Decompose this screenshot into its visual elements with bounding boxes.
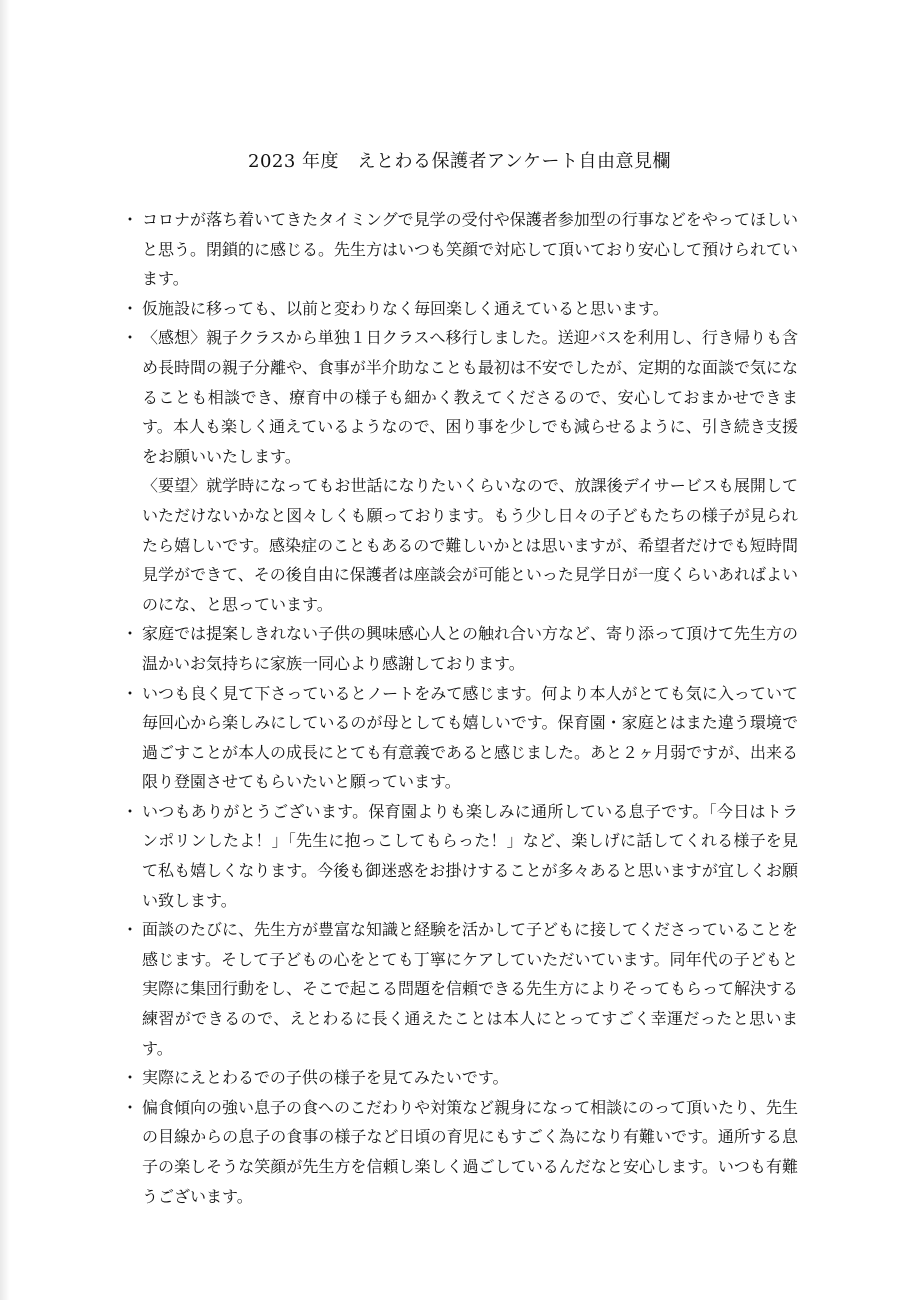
bullet-mark: ・ [122, 1068, 139, 1088]
bullet-mark: ・ [122, 1097, 139, 1117]
comment-paragraph: いつも良く見て下さっているとノートをみて感じます。何より本人がとても気に入っていて毎回心から楽しみにしているのが母としても嬉しいです。保育園・家庭とはまた違う環境で過ごすことが本人の成長にとても有意義であると感じました。あと２ヶ月弱ですが、出来る限り登園させてもらいたいと願っています。 [142, 683, 799, 792]
bullet-mark: ・ [122, 298, 139, 318]
comment-paragraph: 〈感想〉親子クラスから単独１日クラスへ移行しました。送迎バスを利用し、行き帰りも含め長時間の親子分離や、食事が半介助なことも最初は不安でしたが、定期的な面談で気になることも相談でき、療育中の様子も細かく教えてくださるので、安心しておまかせできます。本人も楽しく通えているようなので、困り事を少しでも減らせるように、引き続き支援をお願いいたします。 [142, 328, 798, 466]
comment-paragraph: 偏食傾向の強い息子の食へのこだわりや対策など親身になって相談にのって頂いたり、先生の目線からの息子の食事の様子など日頃の育児にもすごく為になり有難いです。通所する息子の楽しそうな笑顔が先生方を信頼し楽しく過ごしているんだなと安心します。いつも有難うございます。 [142, 1097, 798, 1206]
bullet-mark: ・ [122, 624, 139, 644]
bullet-mark: ・ [122, 920, 139, 940]
comment-item [120, 323, 798, 619]
comment-item [120, 1093, 798, 1211]
comment-item [120, 797, 798, 915]
scan-edge-shadow [0, 0, 10, 1300]
comment-item [120, 1063, 798, 1093]
comment-item [120, 294, 798, 324]
comment-paragraph: 〈要望〉就学時になってもお世話になりたいくらいなので、放課後デイサービスも展開していただけないかなと図々しくも願っております。もう少し日々の子どもたちの様子が見られたら嬉しいです。感染症のこともあるので難しいかとは思いますが、希望者だけでも短時間見学ができて、その後自由に保護者は座談会が可能といった見学日が一度くらいあればよいのにな、と思っています。 [142, 476, 798, 614]
comment-item [120, 679, 798, 797]
comment-item [120, 205, 798, 294]
bullet-mark: ・ [122, 801, 139, 821]
comment-paragraph: コロナが落ち着いてきたタイミングで見学の受付や保護者参加型の行事などをやってほしいと思う。閉鎖的に感じる。先生方はいつも笑顔で対応して頂いており安心して預けられています。 [142, 210, 799, 289]
comment-paragraph: 面談のたびに、先生方が豊富な知識と経験を活かして子どもに接してくださっていることを感じます。そして子どもの心をとても丁寧にケアしていただいています。同年代の子どもと実際に集団行動をし、そこで起こる問題を信頼できる先生方によりそってもらって解決する練習ができるので、えとわるに長く通えたことは本人にとってすごく幸運だったと思います。 [142, 920, 799, 1058]
bullet-mark: ・ [122, 683, 139, 703]
comment-list [120, 205, 798, 1211]
bullet-mark: ・ [122, 210, 139, 229]
bullet-mark: ・ [122, 328, 139, 348]
comment-paragraph: 家庭では提案しきれない子供の興味感心人との触れ合い方など、寄り添って頂けて先生方の温かいお気持ちに家族一同心より感謝しております。 [142, 624, 799, 673]
comment-item [120, 619, 798, 678]
page-title: 2023 年度 えとわる保護者アンケート自由意見欄 [248, 151, 671, 172]
comment-paragraph: 仮施設に移っても、以前と変わりなく毎回楽しく通えていると思います。 [142, 298, 669, 318]
comment-paragraph: 実際にえとわるでの子供の様子を見てみたいです。 [142, 1068, 509, 1088]
comment-paragraph: いつもありがとうございます。保育園よりも楽しみに通所している息子です。「今日はトランポリンしたよ！」「先生に抱っこしてもらった！」など、楽しげに話してくれる様子を見て私も嬉しくなります。今後も御迷惑をお掛けすることが多々あると思いますが宜しくお願い致します。 [142, 801, 798, 910]
comment-item [120, 915, 798, 1063]
